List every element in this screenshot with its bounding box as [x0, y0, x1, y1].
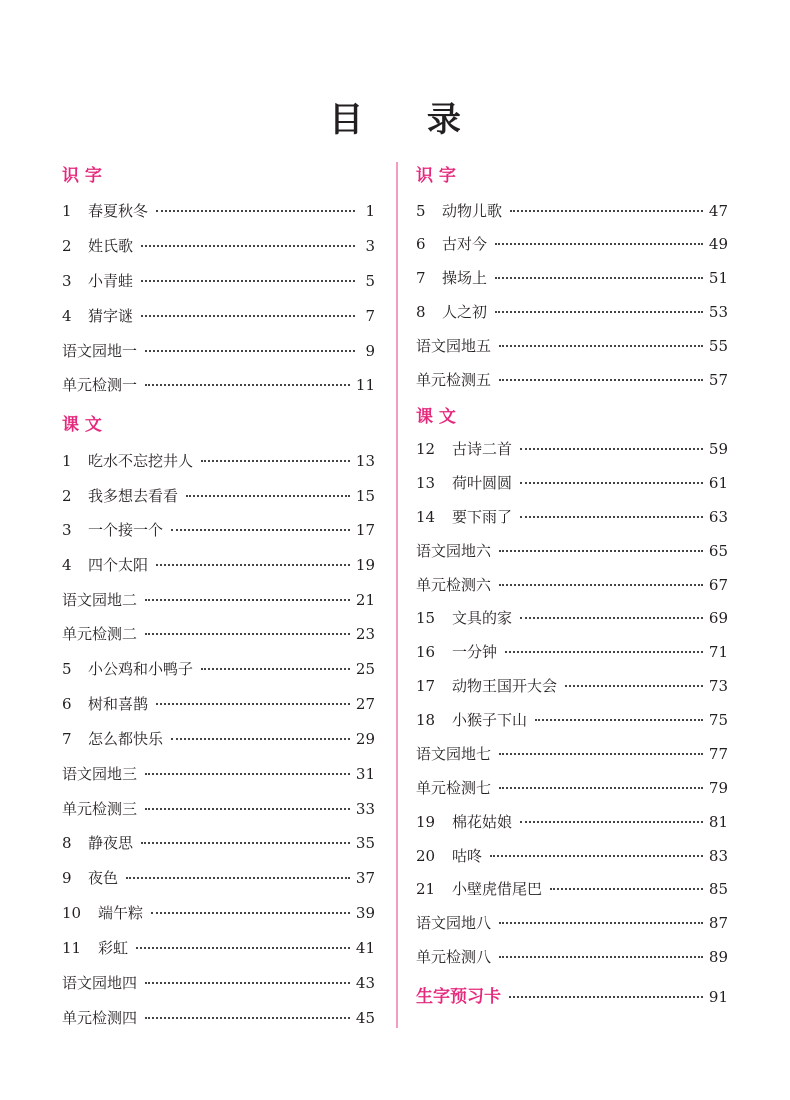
toc-entry[interactable] [416, 675, 728, 699]
dot-leader [499, 379, 703, 381]
entry-number: 6 [62, 695, 72, 713]
dot-leader [145, 384, 350, 386]
toc-entry[interactable] [416, 946, 728, 970]
dot-leader [495, 277, 703, 279]
entry-title: 语文园地六 [416, 542, 492, 560]
dot-leader [145, 982, 350, 984]
entry-title: 语文园地五 [416, 337, 492, 355]
entry-page: 9 [365, 342, 375, 360]
entry-page: 61 [708, 474, 728, 492]
entry-page: 81 [708, 813, 728, 831]
toc-entry[interactable] [62, 450, 375, 474]
toc-entry[interactable] [416, 301, 728, 325]
entry-title: 单元检测三 [62, 800, 138, 818]
toc-entry[interactable] [62, 763, 375, 787]
entry-number: 5 [62, 660, 72, 678]
entry-title: 操场上 [442, 269, 488, 287]
dot-leader [141, 315, 355, 317]
entry-number: 4 [62, 556, 72, 574]
entry-title: 树和喜鹊 [88, 695, 149, 713]
toc-entry[interactable] [62, 867, 375, 891]
entry-title: 单元检测四 [62, 1009, 138, 1027]
toc-entry-preview-cards[interactable] [416, 982, 728, 1006]
entry-number: 13 [416, 474, 436, 492]
dot-leader [151, 912, 350, 914]
entry-title: 荷叶圆圆 [452, 474, 513, 492]
toc-entry[interactable] [416, 709, 728, 733]
entry-number: 19 [416, 813, 436, 831]
toc-entry[interactable] [62, 658, 375, 682]
entry-page: 7 [365, 307, 375, 325]
toc-entry[interactable] [416, 574, 728, 598]
entry-page: 23 [355, 625, 375, 643]
entry-title: 动物王国开大会 [452, 677, 558, 695]
entry-page: 49 [708, 235, 728, 253]
entry-title: 怎么都快乐 [88, 730, 164, 748]
toc-entry[interactable] [62, 972, 375, 996]
entry-page: 63 [708, 508, 728, 526]
entry-number: 8 [416, 303, 426, 321]
dot-leader [499, 753, 703, 755]
entry-title: 静夜思 [88, 834, 134, 852]
toc-entry[interactable] [416, 200, 728, 224]
dot-leader [499, 345, 703, 347]
toc-entry[interactable] [62, 902, 375, 926]
entry-title: 吃水不忘挖井人 [88, 452, 194, 470]
toc-entry[interactable] [416, 878, 728, 902]
entry-title: 古对今 [442, 235, 488, 253]
dot-leader [201, 460, 350, 462]
toc-entry[interactable] [416, 811, 728, 835]
entry-title: 四个太阳 [88, 556, 149, 574]
dot-leader [145, 808, 350, 810]
entry-number: 9 [62, 869, 72, 887]
entry-page: 85 [708, 880, 728, 898]
toc-entry[interactable] [416, 607, 728, 631]
dot-leader [505, 651, 703, 653]
dot-leader [145, 599, 350, 601]
entry-number: 8 [62, 834, 72, 852]
entry-page: 1 [365, 202, 375, 220]
toc-entry[interactable] [62, 832, 375, 856]
entry-number: 20 [416, 847, 436, 865]
entry-title: 语文园地二 [62, 591, 138, 609]
toc-entry[interactable] [62, 485, 375, 509]
entry-page: 39 [355, 904, 375, 922]
entry-title: 要下雨了 [452, 508, 513, 526]
entry-number: 14 [416, 508, 436, 526]
toc-entry[interactable] [62, 340, 375, 364]
dot-leader [145, 633, 350, 635]
entry-title: 单元检测一 [62, 376, 138, 394]
entry-title: 夜色 [88, 869, 119, 887]
entry-title: 语文园地四 [62, 974, 138, 992]
dot-leader [520, 448, 703, 450]
entry-page: 59 [708, 440, 728, 458]
entry-title: 棉花姑娘 [452, 813, 513, 831]
section-heading: 识 字 [62, 166, 102, 186]
entry-page: 35 [355, 834, 375, 852]
entry-page: 27 [355, 695, 375, 713]
entry-title: 小壁虎借尾巴 [452, 880, 543, 898]
entry-page: 21 [355, 591, 375, 609]
entry-page: 71 [708, 643, 728, 661]
entry-page: 45 [355, 1009, 375, 1027]
dot-leader [136, 947, 350, 949]
entry-page: 25 [355, 660, 375, 678]
entry-number: 2 [62, 487, 72, 505]
toc-entry[interactable] [62, 200, 375, 224]
entry-title: 语文园地一 [62, 342, 138, 360]
entry-title: 春夏秋冬 [88, 202, 149, 220]
entry-title: 人之初 [442, 303, 488, 321]
dot-leader [201, 668, 350, 670]
toc-entry[interactable] [416, 845, 728, 869]
toc-entry[interactable] [416, 472, 728, 496]
dot-leader [490, 855, 703, 857]
dot-leader [535, 719, 703, 721]
dot-leader [186, 495, 350, 497]
toc-entry[interactable] [416, 369, 728, 393]
toc-entry[interactable] [62, 728, 375, 752]
entry-number: 3 [62, 521, 72, 539]
dot-leader [499, 956, 703, 958]
entry-title: 单元检测七 [416, 779, 492, 797]
entry-page: 31 [355, 765, 375, 783]
toc-entry[interactable] [416, 233, 728, 257]
toc-entry[interactable] [416, 777, 728, 801]
entry-number: 1 [62, 202, 72, 220]
dot-leader [520, 821, 703, 823]
toc-entry[interactable] [62, 798, 375, 822]
section-heading: 识 字 [416, 166, 456, 186]
entry-title: 生字预习卡 [416, 987, 501, 1007]
dot-leader [126, 877, 350, 879]
entry-title: 单元检测八 [416, 948, 492, 966]
entry-title: 单元检测五 [416, 371, 492, 389]
entry-number: 1 [62, 452, 72, 470]
entry-page: 41 [355, 939, 375, 957]
toc-entry[interactable] [416, 438, 728, 462]
entry-page: 19 [355, 556, 375, 574]
toc-entry[interactable] [416, 540, 728, 564]
dot-leader [495, 311, 703, 313]
entry-number: 7 [416, 269, 426, 287]
dot-leader [145, 1017, 350, 1019]
entry-page: 69 [708, 609, 728, 627]
entry-page: 15 [355, 487, 375, 505]
entry-title: 古诗二首 [452, 440, 513, 458]
entry-page: 55 [708, 337, 728, 355]
entry-title: 语文园地八 [416, 914, 492, 932]
dot-leader [565, 685, 703, 687]
entry-title: 小猴子下山 [452, 711, 528, 729]
entry-page: 91 [708, 988, 728, 1006]
entry-page: 79 [708, 779, 728, 797]
entry-title: 彩虹 [98, 939, 129, 957]
entry-title: 一个接一个 [88, 521, 164, 539]
entry-title: 小公鸡和小鸭子 [88, 660, 194, 678]
toc-entry[interactable] [62, 623, 375, 647]
toc-entry[interactable] [62, 693, 375, 717]
entry-page: 13 [355, 452, 375, 470]
dot-leader [141, 842, 350, 844]
dot-leader [156, 564, 350, 566]
dot-leader [145, 773, 350, 775]
entry-title: 文具的家 [452, 609, 513, 627]
toc-entry[interactable] [62, 305, 375, 329]
entry-title: 猜字谜 [88, 307, 134, 325]
entry-number: 17 [416, 677, 436, 695]
page-title: 目 录 [329, 100, 487, 140]
dot-leader [499, 584, 703, 586]
entry-number: 18 [416, 711, 436, 729]
entry-page: 77 [708, 745, 728, 763]
toc-entry[interactable] [416, 912, 728, 936]
toc-entry[interactable] [62, 235, 375, 259]
toc-entry[interactable] [62, 589, 375, 613]
entry-page: 89 [708, 948, 728, 966]
toc-entry[interactable] [416, 641, 728, 665]
dot-leader [141, 280, 355, 282]
entry-number: 21 [416, 880, 436, 898]
entry-number: 6 [416, 235, 426, 253]
dot-leader [510, 210, 703, 212]
entry-page: 53 [708, 303, 728, 321]
entry-page: 67 [708, 576, 728, 594]
dot-leader [499, 922, 703, 924]
entry-title: 咕咚 [452, 847, 483, 865]
entry-page: 5 [365, 272, 375, 290]
dot-leader [495, 243, 703, 245]
toc-entry[interactable] [62, 270, 375, 294]
entry-title: 语文园地三 [62, 765, 138, 783]
entry-page: 87 [708, 914, 728, 932]
dot-leader [499, 550, 703, 552]
dot-leader [156, 210, 355, 212]
entry-page: 75 [708, 711, 728, 729]
entry-page: 43 [355, 974, 375, 992]
entry-number: 4 [62, 307, 72, 325]
dot-leader [141, 245, 355, 247]
entry-page: 51 [708, 269, 728, 287]
entry-title: 语文园地七 [416, 745, 492, 763]
entry-page: 57 [708, 371, 728, 389]
entry-page: 47 [708, 202, 728, 220]
entry-title: 端午粽 [98, 904, 144, 922]
dot-leader [550, 888, 703, 890]
entry-number: 15 [416, 609, 436, 627]
entry-number: 10 [62, 904, 82, 922]
toc-entry[interactable] [416, 743, 728, 767]
column-divider [396, 162, 398, 1028]
dot-leader [156, 703, 350, 705]
entry-title: 一分钟 [452, 643, 498, 661]
section-heading: 课 文 [62, 415, 102, 435]
entry-number: 12 [416, 440, 436, 458]
entry-number: 2 [62, 237, 72, 255]
entry-page: 73 [708, 677, 728, 695]
entry-page: 33 [355, 800, 375, 818]
entry-page: 17 [355, 521, 375, 539]
entry-page: 11 [355, 376, 375, 394]
entry-number: 7 [62, 730, 72, 748]
entry-number: 5 [416, 202, 426, 220]
dot-leader [171, 738, 350, 740]
section-heading: 课 文 [416, 407, 456, 427]
entry-title: 单元检测六 [416, 576, 492, 594]
entry-title: 单元检测二 [62, 625, 138, 643]
entry-page: 3 [365, 237, 375, 255]
entry-number: 3 [62, 272, 72, 290]
entry-page: 29 [355, 730, 375, 748]
entry-title: 我多想去看看 [88, 487, 179, 505]
toc-entry[interactable] [62, 937, 375, 961]
entry-page: 65 [708, 542, 728, 560]
dot-leader [171, 529, 350, 531]
entry-page: 37 [355, 869, 375, 887]
entry-title: 动物儿歌 [442, 202, 503, 220]
toc-entry[interactable] [416, 267, 728, 291]
dot-leader [520, 617, 703, 619]
toc-entry[interactable] [62, 374, 375, 398]
entry-title: 姓氏歌 [88, 237, 134, 255]
entry-number: 11 [62, 939, 82, 957]
toc-entry[interactable] [62, 554, 375, 578]
dot-leader [509, 996, 703, 998]
entry-number: 16 [416, 643, 436, 661]
toc-entry[interactable] [416, 335, 728, 359]
toc-entry[interactable] [416, 506, 728, 530]
toc-entry[interactable] [62, 1007, 375, 1031]
dot-leader [520, 516, 703, 518]
dot-leader [145, 350, 355, 352]
entry-title: 小青蛙 [88, 272, 134, 290]
entry-page: 83 [708, 847, 728, 865]
dot-leader [520, 482, 703, 484]
toc-entry[interactable] [62, 519, 375, 543]
dot-leader [499, 787, 703, 789]
